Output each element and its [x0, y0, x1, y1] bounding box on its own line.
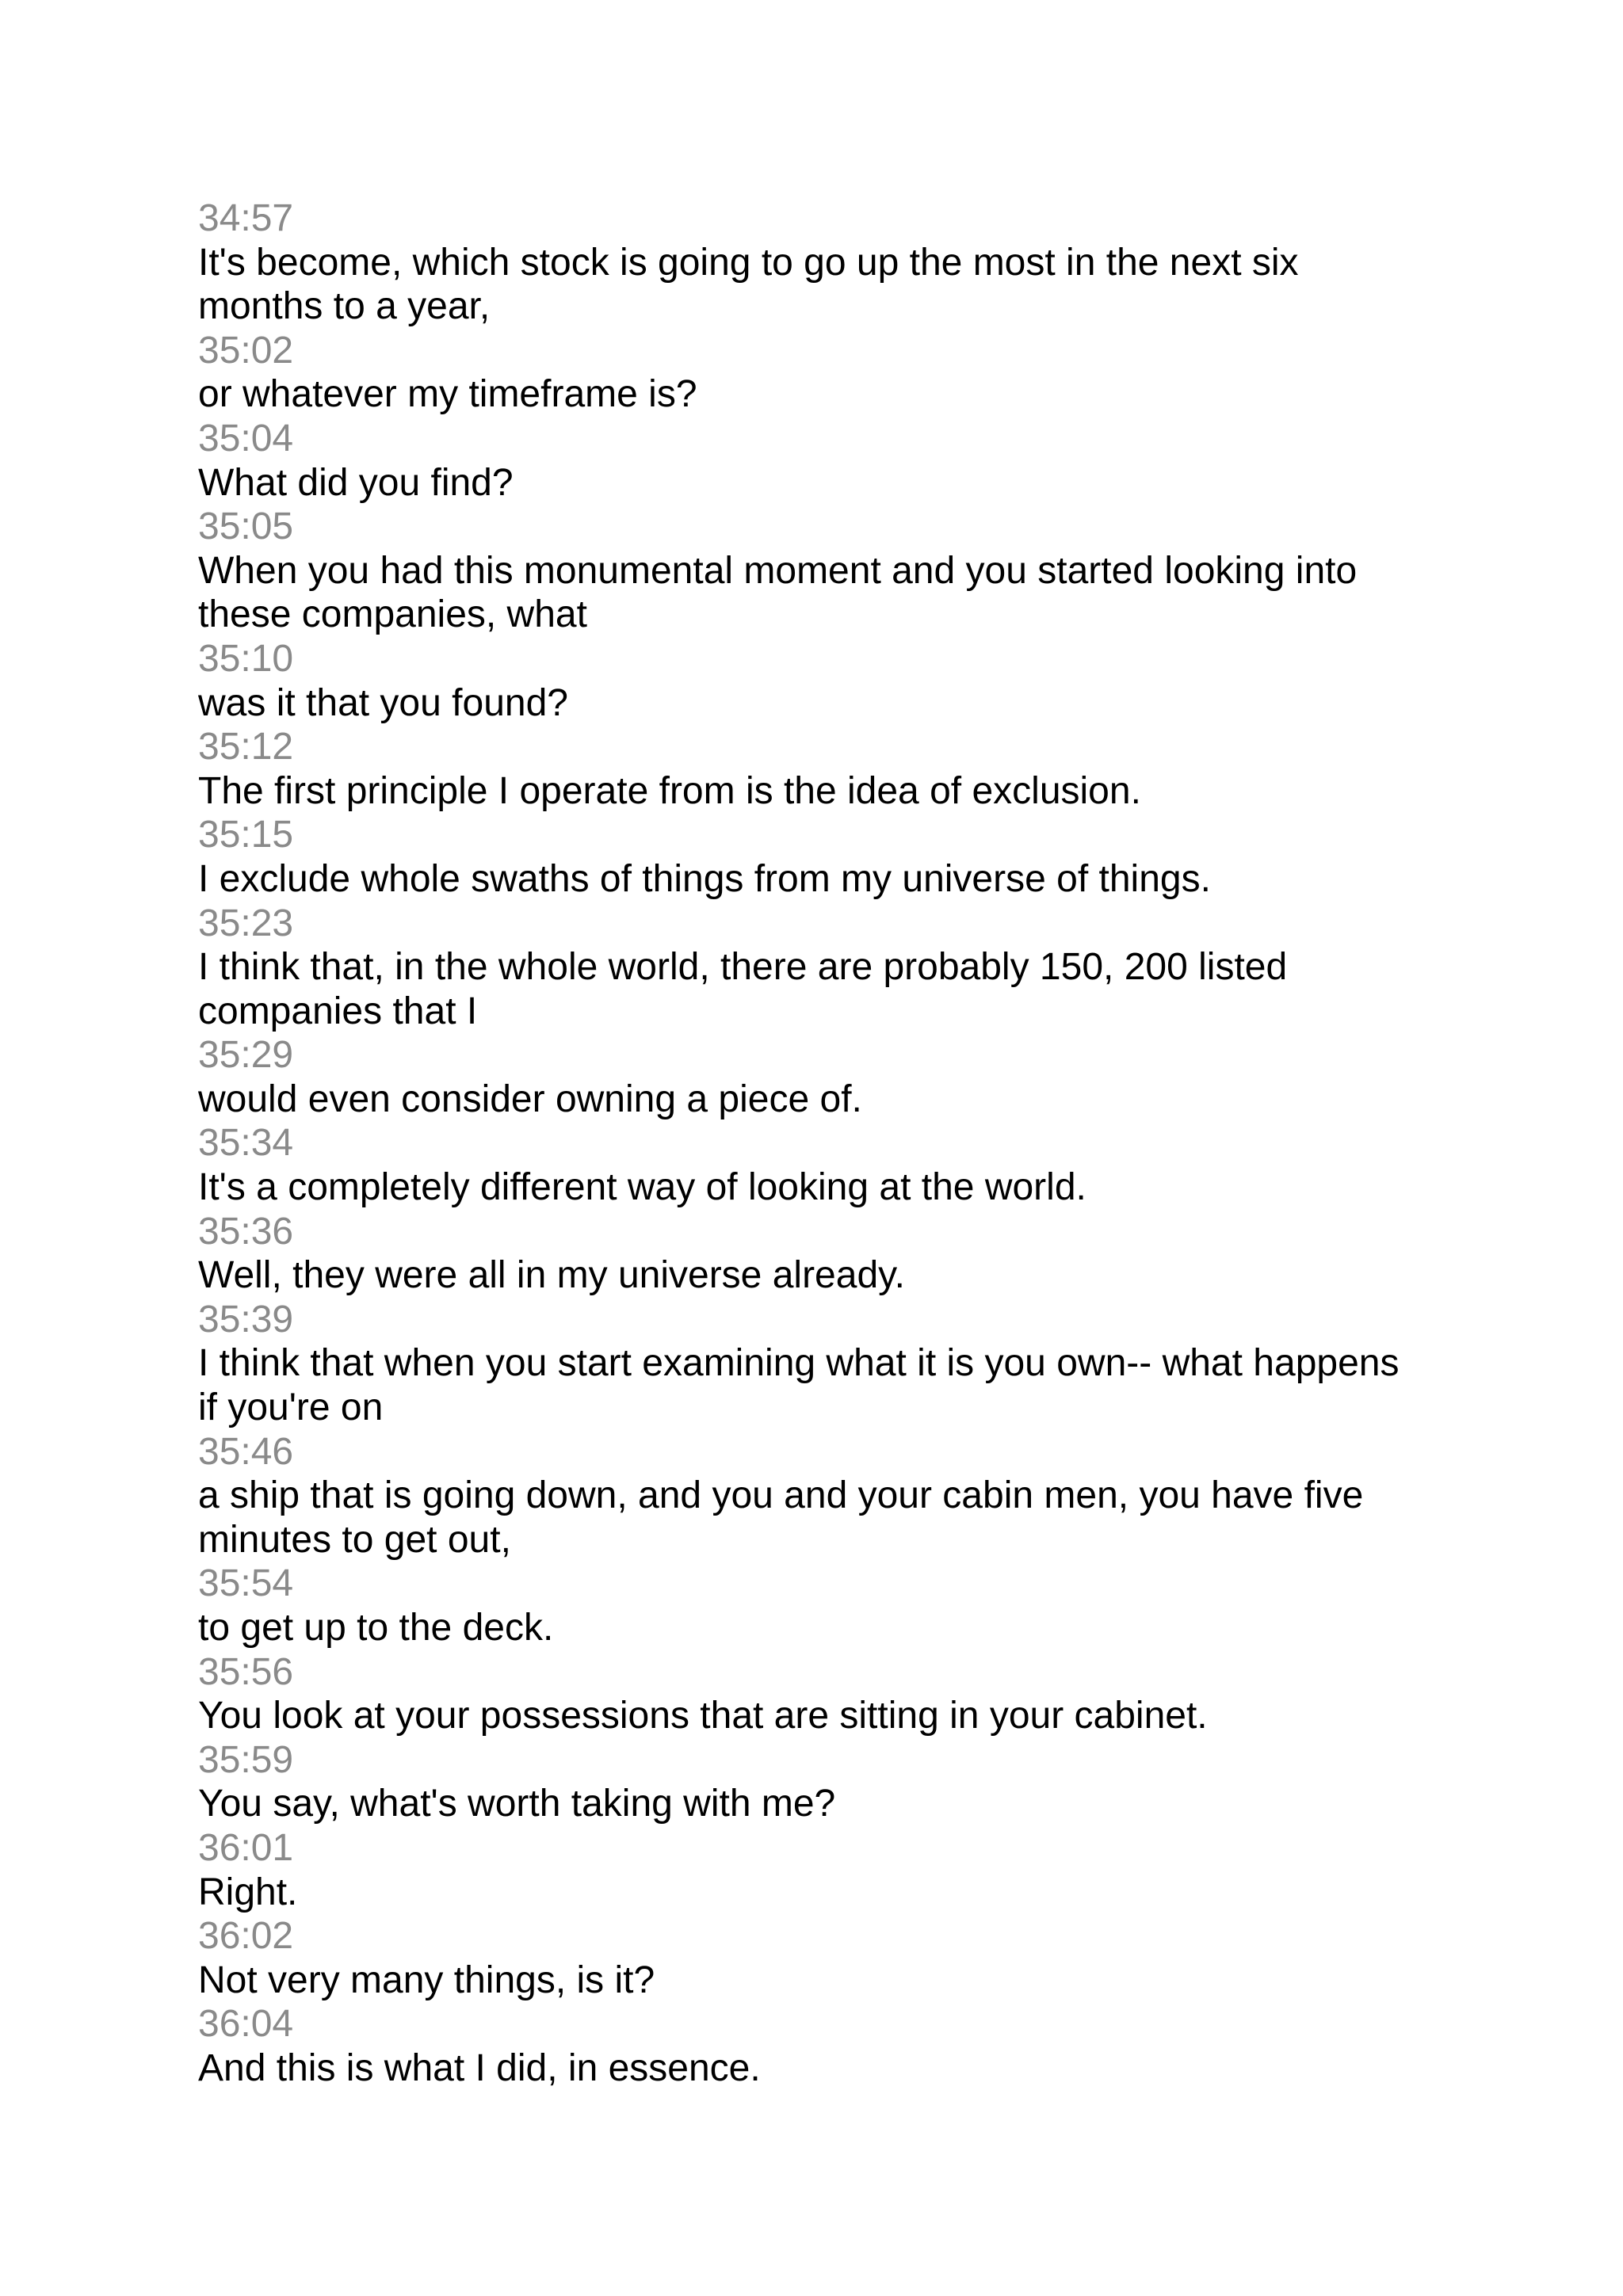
transcript-text: I think that when you start examining what it is you own-- what happens	[198, 1342, 1400, 1385]
timestamp: 36:01	[198, 1826, 294, 1869]
transcript-text: Not very many things, is it?	[198, 1958, 655, 2001]
timestamp: 35:34	[198, 1122, 294, 1165]
transcript-text: Right.	[198, 1871, 298, 1913]
transcript-entry	[198, 1738, 1434, 1826]
timestamp: 35:56	[198, 1650, 294, 1693]
transcript-text-continued: minutes to get out,	[198, 1518, 511, 1561]
transcript-text-continued: companies that I	[198, 990, 478, 1032]
transcript-text: or whatever my timeframe is?	[198, 373, 697, 416]
transcript-entry	[198, 1562, 1434, 1650]
transcript-entry	[198, 1650, 1434, 1738]
timestamp: 35:15	[198, 814, 294, 856]
transcript-text: I exclude whole swaths of things from my universe of things.	[198, 857, 1211, 900]
transcript-text: I think that, in the whole world, there are probably 150, 200 listed	[198, 946, 1288, 989]
timestamp: 35:46	[198, 1430, 294, 1473]
transcript-text: And this is what I did, in essence.	[198, 2046, 761, 2089]
timestamp: 35:23	[198, 902, 294, 944]
transcript-text: It's become, which stock is going to go up the most in the next six	[198, 241, 1299, 284]
timestamp: 35:04	[198, 417, 294, 460]
transcript-text: would even consider owning a piece of.	[198, 1077, 862, 1120]
transcript-entry	[198, 725, 1434, 813]
transcript-entry	[198, 1914, 1434, 2002]
timestamp: 35:36	[198, 1210, 294, 1253]
timestamp: 35:39	[198, 1298, 294, 1341]
transcript-entry	[198, 1121, 1434, 1209]
transcript-page	[198, 196, 1434, 2091]
transcript-entry	[198, 637, 1434, 725]
transcript-entry	[198, 417, 1434, 505]
transcript-text: You say, what's worth taking with me?	[198, 1783, 836, 1825]
transcript-text: You look at your possessions that are sitting in your cabinet.	[198, 1695, 1208, 1737]
transcript-entry	[198, 1298, 1434, 1430]
transcript-text: a ship that is going down, and you and your cabin men, you have five	[198, 1474, 1364, 1517]
timestamp: 35:59	[198, 1738, 294, 1781]
transcript-text-continued: if you're on	[198, 1386, 384, 1429]
transcript-text: When you had this monumental moment and you started looking into	[198, 549, 1358, 592]
transcript-entry	[198, 2002, 1434, 2090]
transcript-entry	[198, 329, 1434, 417]
timestamp: 36:02	[198, 1915, 294, 1958]
transcript-text: was it that you found?	[198, 681, 568, 724]
transcript-entry	[198, 813, 1434, 901]
transcript-text: What did you find?	[198, 461, 514, 504]
timestamp: 35:05	[198, 505, 294, 548]
timestamp: 35:02	[198, 329, 294, 372]
transcript-text-continued: months to a year,	[198, 285, 491, 328]
timestamp: 35:54	[198, 1562, 294, 1605]
transcript-entry	[198, 1430, 1434, 1562]
transcript-text: to get up to the deck.	[198, 1607, 554, 1649]
timestamp: 34:57	[198, 197, 294, 239]
transcript-entry	[198, 902, 1434, 1034]
transcript-entry	[198, 1826, 1434, 1914]
timestamp: 35:10	[198, 637, 294, 680]
transcript-entry	[198, 1210, 1434, 1298]
timestamp: 36:04	[198, 2003, 294, 2046]
transcript-entry	[198, 196, 1434, 329]
transcript-text-continued: these companies, what	[198, 593, 587, 636]
transcript-text: It's a completely different way of looking at the world.	[198, 1166, 1086, 1209]
transcript-entry	[198, 1033, 1434, 1121]
timestamp: 35:12	[198, 726, 294, 769]
transcript-entry	[198, 505, 1434, 637]
timestamp: 35:29	[198, 1034, 294, 1077]
transcript-text: Well, they were all in my universe already.	[198, 1254, 905, 1297]
transcript-text: The first principle I operate from is the idea of exclusion.	[198, 769, 1141, 812]
